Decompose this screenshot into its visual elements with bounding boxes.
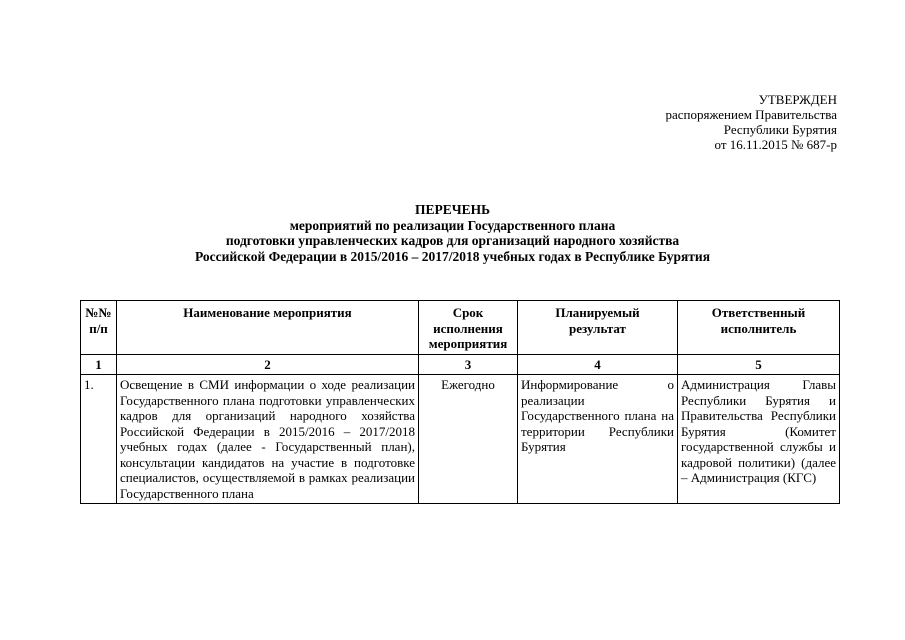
approval-title: УТВЕРЖДЕН [758, 92, 837, 107]
row-term: Ежегодно [419, 375, 518, 504]
row-number: 1. [81, 375, 117, 504]
measures-table [80, 300, 840, 504]
column-number-1: 1 [81, 354, 117, 375]
header-number [81, 301, 117, 355]
approval-line-republic: Республики Бурятия [723, 122, 837, 137]
header-number-line-1: №№ [85, 305, 112, 320]
header-term-line-2: исполнения [433, 320, 503, 336]
table-row [81, 375, 840, 504]
header-term [419, 301, 518, 355]
document-heading [0, 202, 905, 264]
approval-line-order: распоряжением Правительства [665, 107, 837, 122]
column-number-2: 2 [117, 354, 419, 375]
header-number-line-2: п/п [89, 320, 108, 336]
row-measure-name: Освещение в СМИ информации о ходе реализации Государственного плана подготовки управленческих кадров для организаций народного хозяйства Российской Федерации в 2015/2016 – 2017/2018 учебных годах (далее - Государственный план), консультации кандидатов на участие в подготовке специалистов, осуществляемой в рамках реализации Государственного плана [117, 375, 419, 504]
column-number-3: 3 [419, 354, 518, 375]
header-result [518, 301, 678, 355]
table-header-row [81, 301, 840, 355]
header-result-line-1: Планируемый [555, 305, 640, 320]
heading-line-3: подготовки управленческих кадров для организаций народного хозяйства [225, 233, 680, 248]
row-executor: Администрация Главы Республики Бурятия и Правительства Республики Бурятия (Комитет государственной службы и кадровой политики) (далее – Администрация (КГС) [678, 375, 840, 504]
approval-block [665, 92, 837, 152]
heading-line-2: мероприятий по реализации Государственного плана [289, 217, 616, 233]
header-term-line-3: мероприятия [428, 336, 508, 351]
heading-line-4: Российской Федерации в 2015/2016 – 2017/2018 учебных годах в Республике Бурятия [194, 248, 711, 264]
column-number-5: 5 [678, 354, 840, 375]
header-name-text: Наименование мероприятия [183, 305, 352, 320]
header-term-line-1: Срок [452, 305, 484, 320]
header-executor-line-1: Ответственный [711, 305, 806, 320]
row-result: Информирование о реализации Государственного плана на территории Республики Бурятия [518, 375, 678, 504]
header-executor-line-2: исполнитель [720, 320, 797, 336]
header-result-line-2: результат [569, 320, 626, 336]
header-name [117, 301, 419, 355]
column-number-4: 4 [518, 354, 678, 375]
approval-line-date: от 16.11.2015 № 687-р [714, 137, 837, 152]
heading-title: ПЕРЕЧЕНЬ [414, 202, 491, 217]
header-executor [678, 301, 840, 355]
column-number-row [81, 354, 840, 375]
